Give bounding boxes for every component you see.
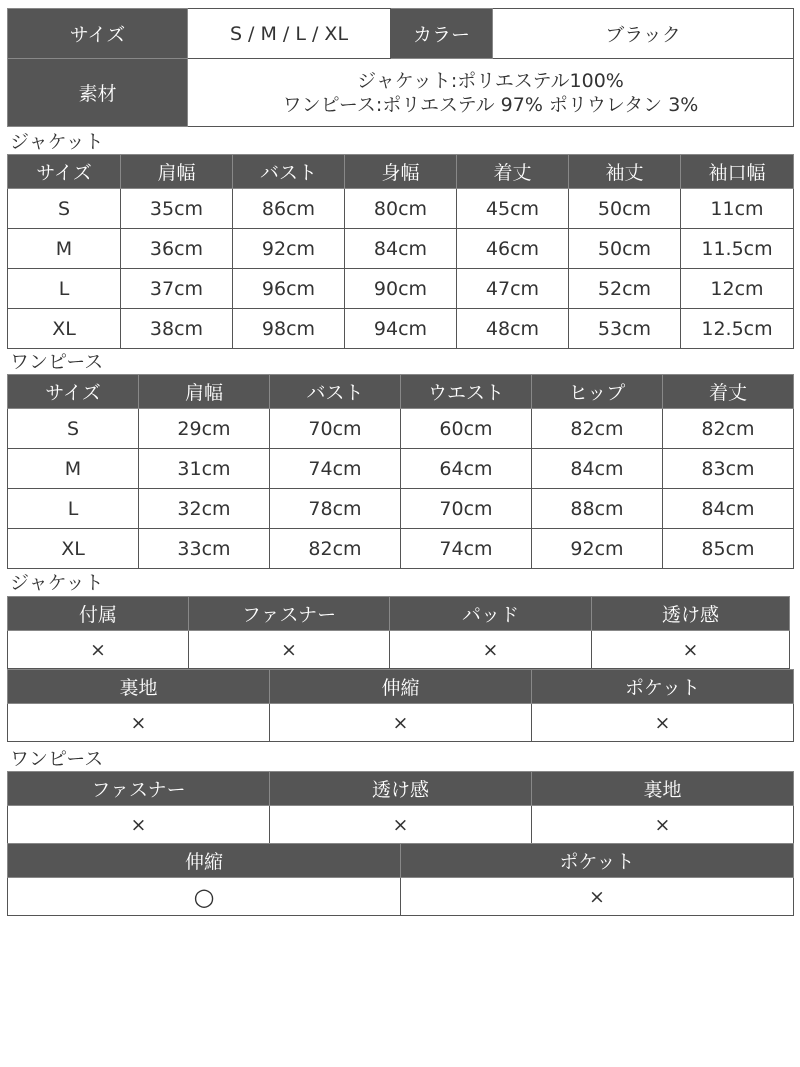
column-header: 裏地	[8, 670, 270, 704]
table-cell: S	[8, 409, 139, 449]
table-cell: 36cm	[121, 229, 233, 269]
table-header-row	[8, 155, 794, 189]
table-cell: 83cm	[663, 449, 794, 489]
column-header: ファスナー	[8, 772, 270, 806]
table-row	[8, 489, 794, 529]
table-row	[8, 878, 794, 916]
table-header-row	[8, 597, 790, 631]
column-header: サイズ	[8, 155, 121, 189]
table-cell: 84cm	[532, 449, 663, 489]
jacket-features-table-2	[7, 669, 794, 742]
feature-value: ×	[8, 631, 189, 669]
product-info-table	[7, 8, 794, 127]
dress-features-table-2	[7, 843, 794, 916]
table-cell: 53cm	[569, 309, 681, 349]
table-cell: 74cm	[270, 449, 401, 489]
column-header: バスト	[270, 375, 401, 409]
dress-size-table	[7, 374, 794, 569]
table-cell: 84cm	[663, 489, 794, 529]
table-cell: XL	[8, 309, 121, 349]
table-header-row	[8, 772, 794, 806]
color-label: カラー	[391, 9, 493, 59]
dress-features-section-label: ワンピース	[10, 748, 104, 770]
feature-value: ×	[532, 806, 794, 844]
table-cell: 45cm	[457, 189, 569, 229]
column-header: 付属	[8, 597, 189, 631]
table-cell: 92cm	[532, 529, 663, 569]
table-cell: 84cm	[345, 229, 457, 269]
column-header: ファスナー	[189, 597, 390, 631]
table-cell: 11cm	[681, 189, 794, 229]
table-cell: 82cm	[532, 409, 663, 449]
column-header: ウエスト	[401, 375, 532, 409]
table-cell: 31cm	[139, 449, 270, 489]
material-label: 素材	[8, 59, 188, 127]
column-header: ポケット	[401, 844, 794, 878]
feature-value: ×	[592, 631, 790, 669]
column-header: 伸縮	[8, 844, 401, 878]
column-header: 着丈	[663, 375, 794, 409]
table-cell: 33cm	[139, 529, 270, 569]
column-header: ポケット	[532, 670, 794, 704]
jacket-features-section-label: ジャケット	[10, 572, 104, 594]
table-row	[8, 631, 790, 669]
table-cell: 94cm	[345, 309, 457, 349]
material-value	[188, 59, 794, 127]
table-cell: 32cm	[139, 489, 270, 529]
column-header: 伸縮	[270, 670, 532, 704]
feature-value: ○	[8, 878, 401, 916]
table-cell: 70cm	[270, 409, 401, 449]
material-line-dress: ワンピース:ポリエステル 97% ポリウレタン 3%	[282, 93, 699, 116]
feature-value: ×	[189, 631, 390, 669]
column-header: バスト	[233, 155, 345, 189]
table-cell: 88cm	[532, 489, 663, 529]
table-header-row	[8, 375, 794, 409]
table-cell: 11.5cm	[681, 229, 794, 269]
feature-value: ×	[532, 704, 794, 742]
table-row	[8, 409, 794, 449]
size-label: サイズ	[8, 9, 188, 59]
table-cell: 64cm	[401, 449, 532, 489]
jacket-size-table	[7, 154, 794, 349]
column-header: ヒップ	[532, 375, 663, 409]
feature-value: ×	[8, 806, 270, 844]
table-cell: 46cm	[457, 229, 569, 269]
material-line-jacket: ジャケット:ポリエステル100%	[357, 69, 624, 92]
table-cell: 96cm	[233, 269, 345, 309]
table-cell: S	[8, 189, 121, 229]
table-cell: 92cm	[233, 229, 345, 269]
table-cell: 29cm	[139, 409, 270, 449]
table-row	[8, 704, 794, 742]
table-cell: M	[8, 449, 139, 489]
table-header-row	[8, 844, 794, 878]
column-header: サイズ	[8, 375, 139, 409]
table-cell: XL	[8, 529, 139, 569]
column-header: 袖口幅	[681, 155, 794, 189]
table-cell: 78cm	[270, 489, 401, 529]
table-cell: L	[8, 489, 139, 529]
column-header: 身幅	[345, 155, 457, 189]
table-row	[8, 529, 794, 569]
column-header: 袖丈	[569, 155, 681, 189]
table-cell: 50cm	[569, 189, 681, 229]
table-cell: L	[8, 269, 121, 309]
dress-size-section-label: ワンピース	[10, 351, 104, 373]
column-header: パッド	[390, 597, 592, 631]
jacket-features-table-1	[7, 596, 790, 669]
table-cell: 50cm	[569, 229, 681, 269]
column-header: 裏地	[532, 772, 794, 806]
table-cell: 85cm	[663, 529, 794, 569]
table-row	[8, 806, 794, 844]
table-cell: 35cm	[121, 189, 233, 229]
table-row	[8, 189, 794, 229]
color-value: ブラック	[493, 9, 794, 59]
size-value: S / M / L / XL	[188, 9, 391, 59]
column-header: 肩幅	[121, 155, 233, 189]
table-cell: 80cm	[345, 189, 457, 229]
table-cell: M	[8, 229, 121, 269]
table-row	[8, 229, 794, 269]
table-cell: 82cm	[270, 529, 401, 569]
feature-value: ×	[270, 806, 532, 844]
feature-value: ×	[270, 704, 532, 742]
column-header: 透け感	[270, 772, 532, 806]
table-cell: 47cm	[457, 269, 569, 309]
table-cell: 90cm	[345, 269, 457, 309]
table-row	[8, 309, 794, 349]
table-cell: 98cm	[233, 309, 345, 349]
feature-value: ×	[8, 704, 270, 742]
table-cell: 86cm	[233, 189, 345, 229]
jacket-size-section-label: ジャケット	[10, 131, 104, 153]
feature-value: ×	[390, 631, 592, 669]
table-cell: 52cm	[569, 269, 681, 309]
table-cell: 48cm	[457, 309, 569, 349]
table-row	[8, 449, 794, 489]
dress-features-table-1	[7, 771, 794, 844]
table-cell: 38cm	[121, 309, 233, 349]
table-cell: 60cm	[401, 409, 532, 449]
table-cell: 37cm	[121, 269, 233, 309]
table-cell: 74cm	[401, 529, 532, 569]
table-cell: 12.5cm	[681, 309, 794, 349]
feature-value: ×	[401, 878, 794, 916]
table-header-row	[8, 670, 794, 704]
table-cell: 70cm	[401, 489, 532, 529]
column-header: 着丈	[457, 155, 569, 189]
column-header: 肩幅	[139, 375, 270, 409]
table-cell: 12cm	[681, 269, 794, 309]
column-header: 透け感	[592, 597, 790, 631]
table-cell: 82cm	[663, 409, 794, 449]
table-row	[8, 269, 794, 309]
